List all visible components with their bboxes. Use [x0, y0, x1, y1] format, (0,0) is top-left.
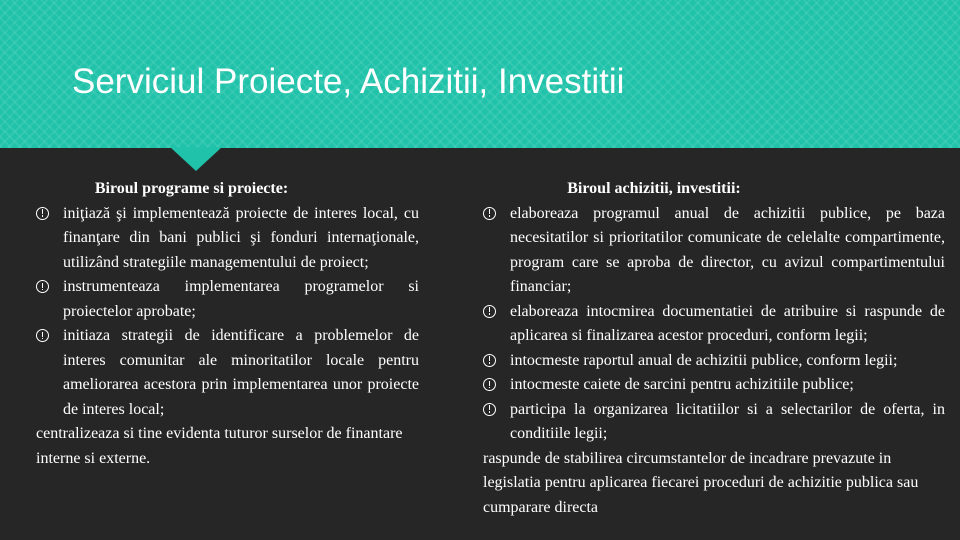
list-item: elaboreaza programul anual de achizitii publice, pe baza necesitatilor si prioritatilor comunicate de celelalte compartimente, program care se aproba de director, cu avizul compartimentului financiar;: [483, 202, 945, 300]
list-item: iniţiază şi implementează proiecte de interes local, cu finanţare din bani publici şi fonduri internaţionale, utilizând strategiile managementului de proiect;: [36, 202, 419, 276]
exclamation-circle-icon: [483, 305, 496, 318]
left-heading: Biroul programe si proiecte:: [94, 180, 289, 197]
list-item: initiaza strategii de identificare a problemelor de interes comunitar ale minoritatilor locale pentru ameliorarea acestora prin implementarea unor proiecte de interes local;: [36, 324, 419, 422]
list-item: participa la organizarea licitatiilor si a selectarilor de oferta, in conditiile legii;: [483, 398, 945, 447]
exclamation-circle-icon: [36, 280, 49, 293]
list-item: elaboreaza intocmirea documentatiei de atribuire si raspunde de aplicarea si finalizarea acestor proceduri, conform legii;: [483, 300, 945, 349]
right-tail-text: raspunde de stabilirea circumstantelor de incadrare prevazute in legislatia pentru aplicarea fiecarei proceduri de achizitie publica sau cumparare directa: [483, 449, 919, 516]
exclamation-circle-icon: [36, 207, 49, 220]
right-column: [483, 177, 945, 520]
exclamation-circle-icon: [483, 403, 496, 416]
right-duties-list: [483, 202, 945, 447]
slide-title: Serviciul Proiecte, Achizitii, Investitii: [72, 62, 625, 101]
exclamation-circle-icon: [483, 378, 496, 391]
exclamation-circle-icon: [483, 354, 496, 367]
list-item: intocmeste raportul anual de achizitii publice, conform legii;: [483, 349, 945, 374]
right-heading: Biroul achizitii, investitii:: [567, 180, 741, 197]
left-column: [36, 177, 419, 471]
left-tail-text: centralizeaza si tine evidenta tuturor surselor de finantare interne si externe.: [36, 425, 403, 467]
list-item: instrumenteaza implementarea programelor si proiectelor aprobate;: [36, 275, 419, 324]
banner-pointer: [170, 147, 222, 171]
exclamation-circle-icon: [483, 207, 496, 220]
left-duties-list: [36, 202, 419, 423]
exclamation-circle-icon: [36, 329, 49, 342]
list-item: intocmeste caiete de sarcini pentru achizitiile publice;: [483, 373, 945, 398]
